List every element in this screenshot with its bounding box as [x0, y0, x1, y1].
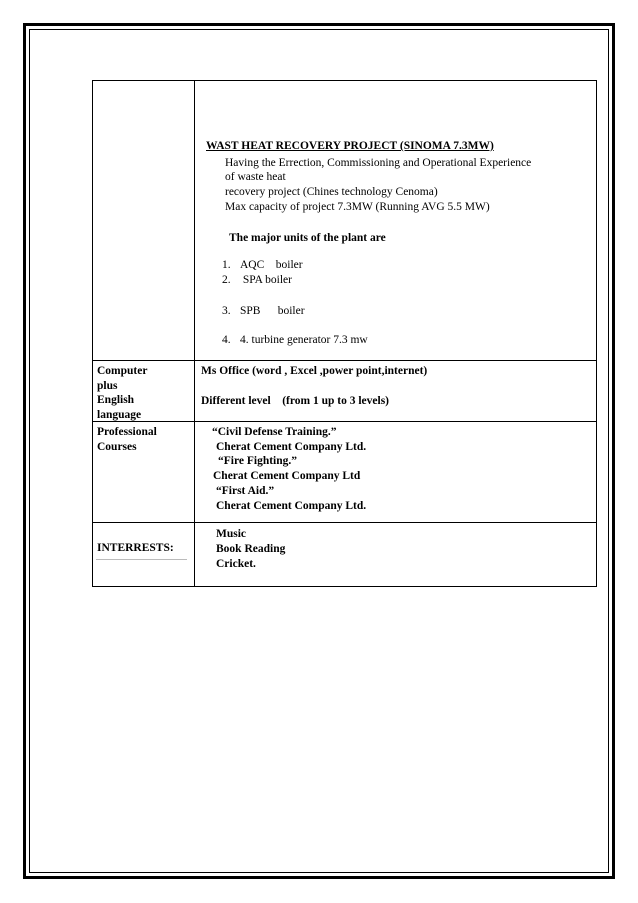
course-item: “Fire Fighting.”: [218, 455, 298, 467]
computer-office: Ms Office (word , Excel ,power point,internet): [201, 365, 428, 377]
interest-item: Book Reading: [216, 543, 286, 555]
project-title: WAST HEAT RECOVERY PROJECT (SINOMA 7.3MW): [206, 140, 494, 152]
computer-label: English: [97, 394, 135, 406]
computer-label: Computer: [97, 365, 148, 377]
project-line: of waste heat: [225, 171, 286, 183]
computer-label: plus: [97, 380, 118, 392]
courses-label: Courses: [97, 441, 137, 453]
course-item: Cherat Cement Company Ltd: [213, 470, 361, 482]
unit-text: AQC boiler: [240, 259, 303, 271]
interest-item: Music: [216, 528, 247, 540]
interests-label: INTERRESTS:: [97, 542, 174, 554]
course-item: Cherat Cement Company Ltd.: [216, 500, 367, 512]
course-item: Cherat Cement Company Ltd.: [216, 441, 367, 453]
unit-number: 3.: [222, 305, 231, 317]
interests-divider: [96, 559, 187, 560]
project-line: Max capacity of project 7.3MW (Running AVG 5.5 MW): [225, 201, 490, 213]
unit-text: 4. turbine generator 7.3 mw: [240, 334, 368, 346]
course-item: “Civil Defense Training.”: [212, 426, 337, 438]
course-item: “First Aid.”: [216, 485, 275, 497]
project-line: recovery project (Chines technology Cenoma): [225, 186, 438, 198]
unit-text: SPA boiler: [240, 274, 292, 286]
project-line: Having the Errection, Commissioning and Operational Experience: [225, 157, 532, 169]
unit-text: SPB boiler: [240, 305, 305, 317]
units-heading: The major units of the plant are: [229, 232, 386, 244]
interest-item: Cricket.: [216, 558, 256, 570]
computer-label: language: [97, 409, 142, 421]
courses-label: Professional: [97, 426, 157, 438]
computer-level: Different level (from 1 up to 3 levels): [201, 395, 389, 407]
unit-number: 4.: [222, 334, 231, 346]
unit-number: 2.: [222, 274, 231, 286]
unit-number: 1.: [222, 259, 231, 271]
